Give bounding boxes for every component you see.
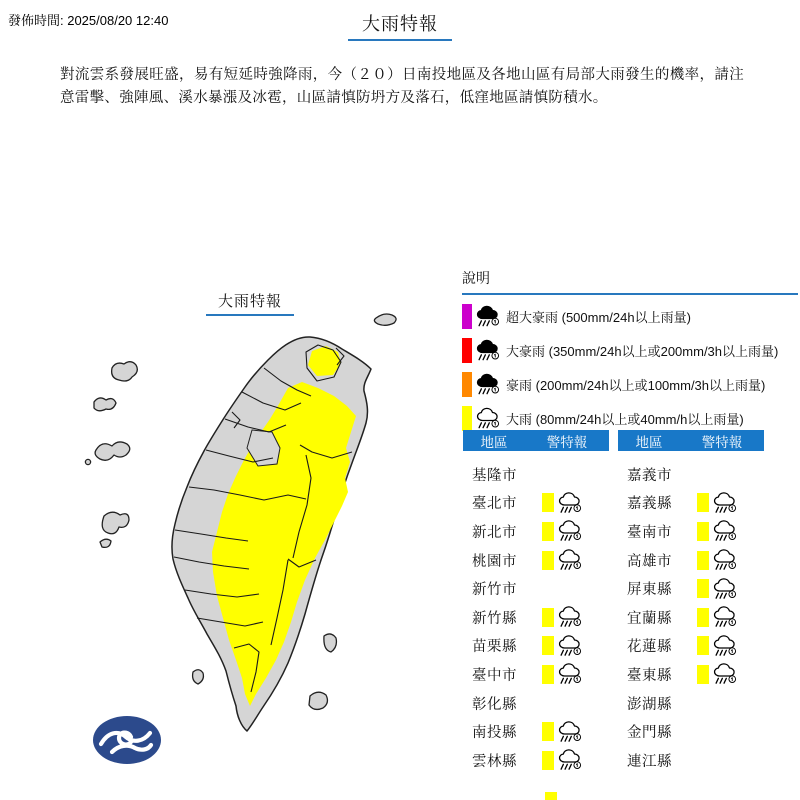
table-row	[463, 746, 609, 775]
rain-cloud-light-icon	[475, 406, 502, 431]
warning-table-east	[618, 430, 764, 775]
region-name: 高雄市	[627, 553, 672, 570]
warning-color-swatch	[542, 608, 554, 627]
rain-cloud-icon	[712, 491, 739, 515]
rain-cloud-icon	[557, 491, 584, 515]
warning-badge	[542, 662, 584, 686]
legend-item-label: 大豪雨 (350mm/24h以上或200mm/3h以上雨量)	[506, 343, 779, 359]
island-penghu-south	[100, 539, 111, 547]
table-header	[463, 430, 609, 451]
warning-badge	[542, 491, 584, 515]
warning-color-swatch	[542, 551, 554, 570]
region-name: 花蓮縣	[627, 639, 672, 656]
region-name: 基隆市	[472, 467, 517, 484]
advisory-description: 對流雲系發展旺盛，易有短延時強降雨，今（２０）日南投地區及各地山區有局部大雨發生的機率，請注意雷擊、強陣風、溪水暴漲及冰雹，山區請慎防坍方及落石，低窪地區請慎防積水。	[60, 67, 744, 107]
publish-time: 發佈時間: 2025/08/20 12:40	[8, 13, 169, 28]
warning-badge	[542, 720, 584, 744]
table-row	[618, 660, 764, 689]
region-name: 南投縣	[472, 725, 517, 742]
table-row	[463, 574, 609, 603]
table-row	[463, 603, 609, 632]
warning-badge	[697, 548, 739, 572]
legend-color-swatch	[462, 372, 472, 397]
warning-color-swatch	[542, 493, 554, 512]
rain-cloud-icon	[712, 577, 739, 601]
table-header	[618, 430, 764, 451]
map-title: 大雨特報	[206, 290, 294, 316]
table-row	[618, 489, 764, 518]
island-liuqiu	[193, 670, 204, 684]
rain-cloud-icon	[557, 605, 584, 629]
rain-cloud-icon	[712, 519, 739, 543]
warning-color-swatch	[697, 636, 709, 655]
column-warning: 警特報	[546, 434, 588, 450]
region-name: 宜蘭縣	[627, 610, 672, 627]
warning-badge	[542, 748, 584, 772]
storm-cloud-dark-icon	[475, 372, 502, 397]
region-name: 桃園市	[472, 553, 517, 570]
region-name: 彰化縣	[472, 696, 517, 713]
region-name: 新竹縣	[472, 610, 517, 627]
table-body	[463, 460, 609, 775]
region-name: 金門縣	[627, 725, 672, 742]
table-row	[463, 632, 609, 661]
legend-items	[462, 303, 798, 431]
rain-cloud-icon	[712, 662, 739, 686]
warning-color-swatch	[697, 608, 709, 627]
rain-cloud-icon	[712, 548, 739, 572]
island-penghu	[102, 512, 129, 534]
legend-item-label: 超大豪雨 (500mm/24h以上雨量)	[506, 309, 691, 325]
cwa-logo	[93, 716, 161, 764]
rain-cloud-icon	[712, 605, 739, 629]
table-row	[463, 517, 609, 546]
legend-title: 說明	[462, 268, 798, 295]
page-title-wrap	[0, 10, 800, 41]
table-row	[463, 489, 609, 518]
region-name: 臺中市	[472, 667, 517, 684]
table-row	[463, 660, 609, 689]
storm-cloud-dark-icon	[475, 338, 502, 363]
legend-item	[462, 405, 798, 431]
region-name: 臺北市	[472, 496, 517, 513]
warning-color-swatch	[697, 551, 709, 570]
warning-color-swatch	[542, 722, 554, 741]
warning-color-swatch	[697, 665, 709, 684]
rain-cloud-icon	[557, 519, 584, 543]
warning-badge	[697, 662, 739, 686]
warning-badge	[697, 577, 739, 601]
warning-color-swatch	[542, 751, 554, 770]
warning-badge	[697, 634, 739, 658]
warning-color-swatch	[542, 665, 554, 684]
table-row	[463, 460, 609, 489]
region-name: 屏東縣	[627, 582, 672, 599]
rain-cloud-icon	[557, 662, 584, 686]
taiwan-map	[80, 270, 462, 800]
legend-panel	[462, 268, 798, 439]
column-region: 地區	[480, 434, 508, 450]
region-name: 澎湖縣	[627, 696, 672, 713]
warning-color-swatch	[697, 493, 709, 512]
legend-item	[462, 371, 798, 397]
island-orchid	[309, 692, 327, 709]
region-name: 連江縣	[627, 753, 672, 770]
region-name: 新竹市	[472, 582, 517, 599]
legend-item	[462, 303, 798, 329]
legend-item	[462, 337, 798, 363]
region-name: 苗栗縣	[472, 639, 517, 656]
rain-cloud-icon	[712, 634, 739, 658]
region-name: 雲林縣	[472, 753, 517, 770]
cutoff-badge	[545, 792, 557, 800]
legend-color-swatch	[462, 338, 472, 363]
region-name: 新北市	[472, 524, 517, 541]
warning-color-swatch	[542, 522, 554, 541]
warning-color-swatch	[697, 522, 709, 541]
warning-color-swatch	[697, 579, 709, 598]
table-row	[463, 546, 609, 575]
table-row	[618, 546, 764, 575]
rain-cloud-icon	[557, 634, 584, 658]
region-name: 嘉義縣	[627, 496, 672, 513]
region-name: 嘉義市	[627, 467, 672, 484]
table-row	[618, 574, 764, 603]
warning-badge	[542, 548, 584, 572]
table-row	[618, 689, 764, 718]
table-row	[618, 746, 764, 775]
rain-cloud-icon	[557, 748, 584, 772]
legend-item-label: 大雨 (80mm/24h以上或40mm/h以上雨量)	[506, 411, 744, 427]
warning-color-swatch	[542, 636, 554, 655]
island-northeast-islet	[374, 314, 396, 325]
island-green	[324, 634, 337, 652]
island-dot	[85, 459, 90, 464]
table-body	[618, 460, 764, 775]
rain-cloud-icon	[557, 548, 584, 572]
storm-cloud-dark-icon	[475, 304, 502, 329]
legend-item-label: 豪雨 (200mm/24h以上或100mm/3h以上雨量)	[506, 377, 766, 393]
island-small-west	[94, 398, 116, 411]
warning-badge	[697, 605, 739, 629]
table-row	[618, 717, 764, 746]
warning-badge	[697, 491, 739, 515]
island-matsu	[112, 362, 138, 381]
table-row	[618, 603, 764, 632]
table-row	[463, 717, 609, 746]
rain-cloud-icon	[557, 720, 584, 744]
warning-badge	[542, 605, 584, 629]
warning-table-west	[463, 430, 609, 775]
region-name: 臺南市	[627, 524, 672, 541]
table-row	[618, 517, 764, 546]
table-row	[618, 632, 764, 661]
legend-color-swatch	[462, 406, 472, 431]
column-warning: 警特報	[701, 434, 743, 450]
table-row	[463, 689, 609, 718]
warning-badge	[697, 519, 739, 543]
legend-color-swatch	[462, 304, 472, 329]
region-name: 臺東縣	[627, 667, 672, 684]
table-row	[618, 460, 764, 489]
warning-badge	[542, 634, 584, 658]
page-title: 大雨特報	[348, 10, 452, 41]
island-kinmen	[95, 442, 130, 460]
column-region: 地區	[635, 434, 663, 450]
warning-badge	[542, 519, 584, 543]
warning-tables	[463, 430, 764, 775]
